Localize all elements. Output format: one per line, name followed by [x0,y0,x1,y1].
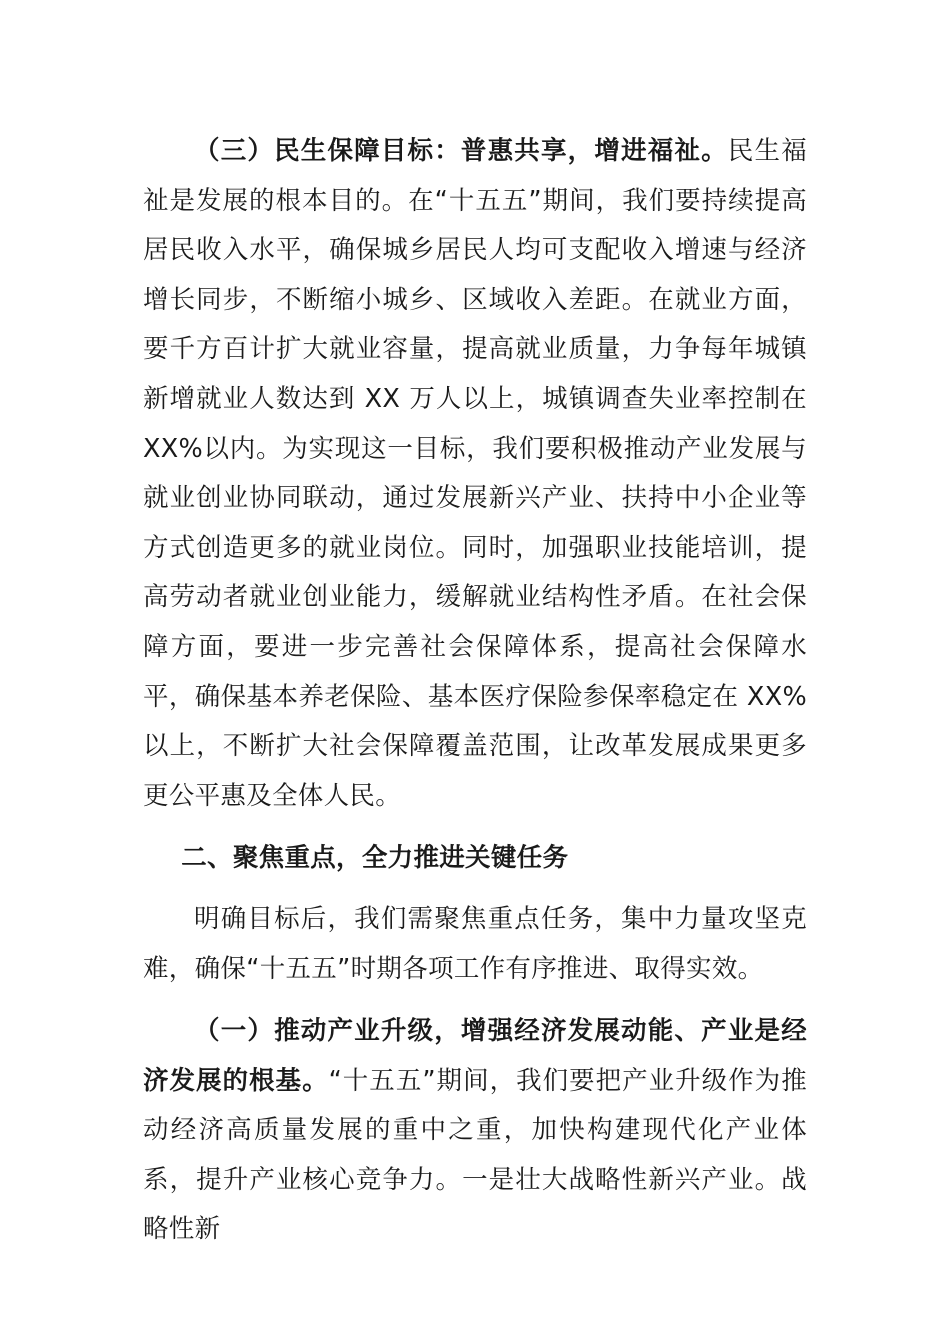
paragraph-bold-lead: （三）民生保障目标：普惠共享，增进福祉。 [194,136,728,166]
paragraph-body: “十五五”期间，我们要把产业升级作为推动经济高质量发展的重中之重，加快构建现代化产业体系，提升产业核心竞争力。一是壮大战略性新兴产业。战略性新 [143,1065,807,1245]
paragraph-body: 民生福祉是发展的根本目的。在“十五五”期间，我们要持续提高居民收入水平，确保城乡居民人均可支配收入增速与经济增长同步，不断缩小城乡、区域收入差距。在就业方面，要千方百计扩大就业容量，提高就业质量，力争每年城镇新增就业人数达到 XX 万人以上，城镇调查失业率控制在 XX%以内。为实现这一目标，我们要积极推动产业发展与就业创业协同联动，通过发展新兴产业、扶持中小企业等方式创造更多的就业岗位。同时，加强职业技能培训，提高劳动者就业创业能力，缓解就业结构性矛盾。在社会保障方面，要进一步完善社会保障体系，提高社会保障水平，确保基本养老保险、基本医疗保险参保率稳定在 XX%以上，不断扩大社会保障覆盖范围，让改革发展成果更多更公平惠及全体人民。 [143,136,807,811]
paragraph-industry-upgrade [143,1007,807,1255]
paragraph-intro: 明确目标后，我们需聚焦重点任务，集中力量攻坚克难，确保“十五五”时期各项工作有序推进、取得实效。 [143,903,807,984]
paragraph-livelihood-goal [143,127,807,821]
section-heading: 二、聚焦重点，全力推进关键任务 [181,843,569,874]
paragraph-bold-lead: （一）推动产业升级，增强经济发展动能、产业是经济发展的根基。 [143,1016,807,1096]
